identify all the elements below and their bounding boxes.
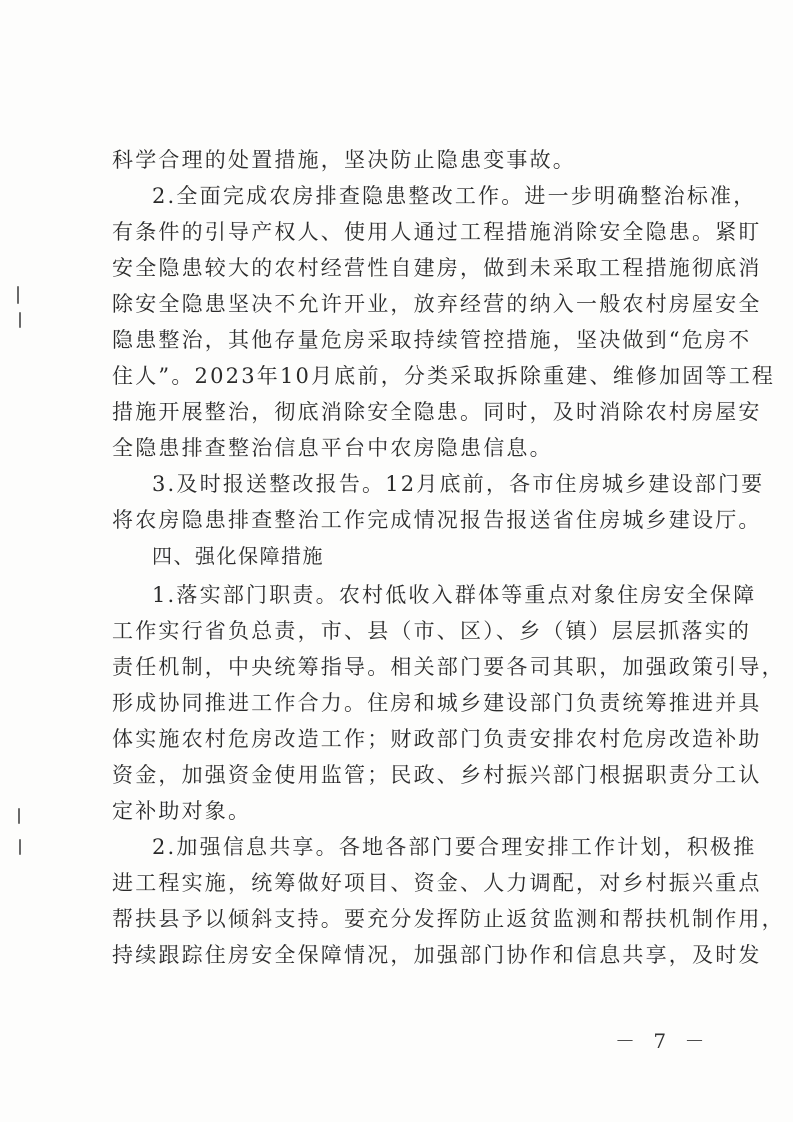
paragraph-start-line: 2.加强信息共享。各地各部门要合理安排工作计划，积极推 (152, 835, 757, 859)
body-line: 资金，加强资金使用监管；民政、乡村振兴部门根据职责分工认 (112, 763, 762, 787)
paragraph-start-line: 3.及时报送整改报告。12月底前，各市住房城乡建设部门要 (152, 472, 765, 496)
body-line: 将农房隐患排查整治工作完成情况报告报送省住房城乡建设厅。 (112, 508, 762, 532)
body-line: 隐患整治，其他存量危房采取持续管控措施，坚决做到“危房不 (112, 328, 752, 352)
binding-mark-2 (19, 312, 21, 328)
body-line: 体实施农村危房改造工作；财政部门负责安排农村危房改造补助 (112, 727, 762, 751)
body-line: 进工程实施，统筹做好项目、资金、人力调配，对乡村振兴重点 (112, 871, 762, 895)
body-line: 工作实行省负总责，市、县（市、区）、乡（镇）层层抓落实的 (112, 619, 752, 643)
body-line: 安全隐患较大的农村经营性自建房，做到未采取工程措施彻底消 (112, 256, 762, 280)
body-line: 持续跟踪住房安全保障情况，加强部门协作和信息共享，及时发 (112, 943, 762, 967)
binding-mark-3 (18, 808, 20, 824)
page-number: － 7 － (615, 1029, 711, 1053)
body-line: 帮扶县予以倾斜支持。要充分发挥防止返贫监测和帮扶机制作用， (112, 907, 785, 931)
section-heading: 四、强化保障措施 (152, 544, 324, 568)
body-line: 住人”。2023年10月底前，分类采取拆除重建、维修加固等工程 (112, 364, 776, 388)
body-line: 形成协同推进工作合力。住房和城乡建设部门负责统筹推进并具 (112, 691, 762, 715)
paragraph-start-line: 2.全面完成农房排查隐患整改工作。进一步明确整治标准， (152, 184, 757, 208)
body-line: 措施开展整治，彻底消除安全隐患。同时，及时消除农村房屋安 (112, 400, 762, 424)
body-line: 定补助对象。 (112, 799, 252, 823)
binding-mark-4 (19, 839, 21, 855)
body-line: 科学合理的处置措施，坚决防止隐患变事故。 (112, 148, 576, 172)
binding-mark-1 (17, 286, 19, 304)
body-line: 全隐患排查整治信息平台中农房隐患信息。 (112, 436, 553, 460)
paragraph-start-line: 1.落实部门职责。农村低收入群体等重点对象住房安全保障 (152, 583, 757, 607)
body-line: 有条件的引导产权人、使用人通过工程措施消除安全隐患。紧盯 (112, 220, 762, 244)
body-line: 除安全隐患坚决不允许开业，放弃经营的纳入一般农村房屋安全 (112, 292, 762, 316)
body-line: 责任机制，中央统筹指导。相关部门要各司其职，加强政策引导， (112, 655, 785, 679)
